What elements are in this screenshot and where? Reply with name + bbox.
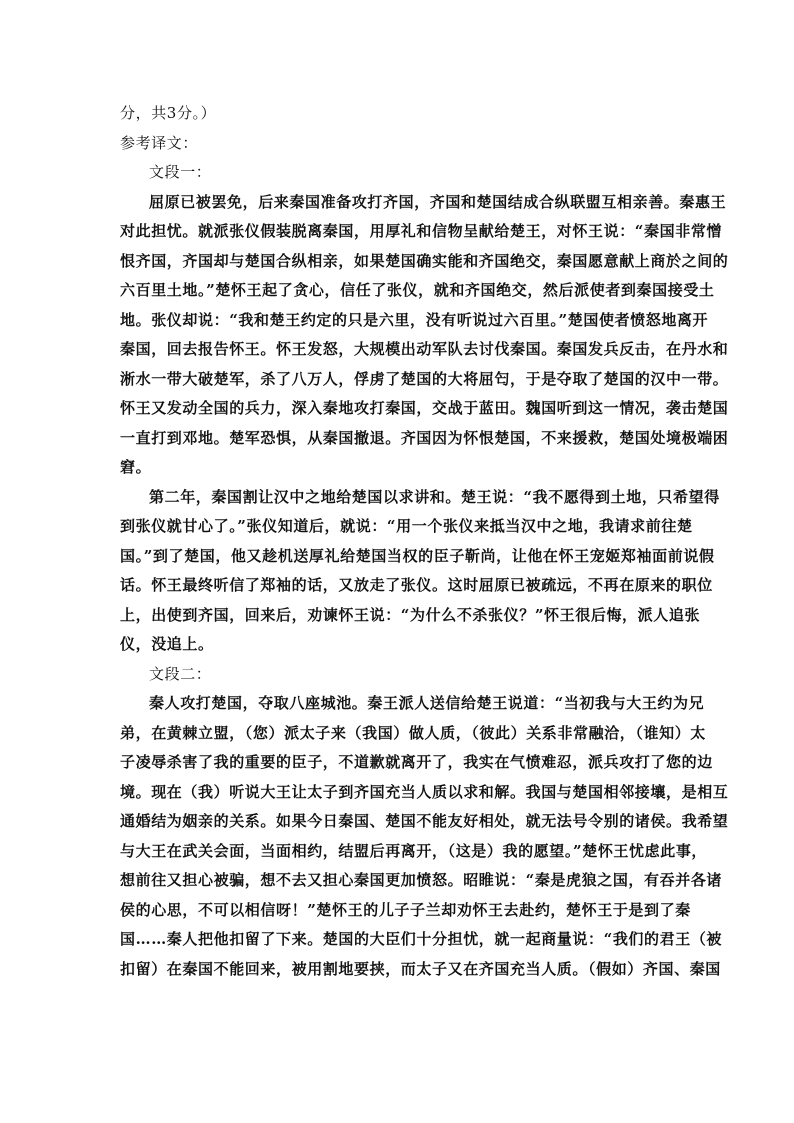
text-line: 秦人攻打楚国，夺取八座城池。秦王派人送信给楚王说道：“当初我与大王约为兄 xyxy=(149,694,705,712)
text-line: 国……秦人把他扣留了下来。楚国的大臣们十分担忧，就一起商量说：“我们的君王（被 xyxy=(120,930,723,948)
text-line: 怀王又发动全国的兵力，深入秦地攻打秦国，交战于蓝田。魏国听到这一情况，袭击楚国 xyxy=(120,399,729,417)
text-line: 六百里土地。”楚怀王起了贪心，信任了张仪，就和齐国绝交，然后派使者到秦国接受土 xyxy=(120,281,715,299)
text-line: 上，出使到齐国，回来后，劝谏怀王说：“为什么不杀张仪？”怀王很后悔，派人追张 xyxy=(120,605,701,624)
text-line: 一直打到邓地。楚军恐惧，从秦国撤退。齐国因为怀恨楚国，不来援救，楚国处境极端困 xyxy=(120,428,729,447)
translation-text xyxy=(120,99,729,984)
text-line: 参考译文： xyxy=(120,133,199,152)
text-line: 第二年，秦国割让汉中之地给楚国以求讲和。楚王说：“我不愿得到土地，只希望得 xyxy=(149,487,720,506)
text-line: 文段二： xyxy=(149,664,212,683)
text-line: 屈原已被罢免，后来秦国准备攻打齐国，齐国和楚国结成合纵联盟互相亲善。秦惠王 xyxy=(149,192,727,211)
text-line: 国。”到了楚国，他又趁机送厚礼给楚国当权的臣子靳尚，让他在怀王宠姬郑袖面前说假 xyxy=(120,546,715,565)
text-line: 侯的心思，不可以相信呀！”楚怀王的儿子子兰却劝怀王去赴约，楚怀王于是到了秦 xyxy=(120,900,691,919)
text-line: 到张仪就甘心了。”张仪知道后，就说：“用一个张仪来抵当汉中之地，我请求前往楚 xyxy=(120,517,693,535)
text-line: 通婚结为姻亲的关系。如果今日秦国、楚国不能友好相处，就无法号令别的诸侯。我希望 xyxy=(120,812,729,830)
text-line: 恨齐国，齐国却与楚国合纵相亲，如果楚国确实能和齐国绝交，秦国愿意献上商於之间的 xyxy=(120,251,729,270)
text-line: 弟，在黄棘立盟，（您）派太子来（我国）做人质，（彼此）关系非常融洽，（谁知）太 xyxy=(120,723,706,742)
text-line: 话。怀王最终听信了郑袖的话，又放走了张仪。这时屈原已被疏远，不再在原来的职位 xyxy=(120,576,713,594)
text-line: 子凌辱杀害了我的重要的臣子，不道歉就离开了，我实在气愤难忍，派兵攻打了您的边 xyxy=(120,753,713,771)
text-line: 与大王在武关会面，当面相约，结盟后再离开，（这是）我的愿望。”楚怀王忧虑此事， xyxy=(120,841,708,860)
text-line: 扣留）在秦国不能回来，被用割地要挟，而太子又在齐国充当人质。（假如）齐国、秦国 xyxy=(120,959,721,978)
text-line: 地。张仪却说：“我和楚王约定的只是六里，没有听说过六百里。”楚国使者愤怒地离开 xyxy=(120,310,709,329)
text-line: 文段一： xyxy=(149,163,212,181)
text-line: 想前往又担心被骗，想不去又担心秦国更加愤怒。昭睢说：“秦是虎狼之国，有吞并各诸 xyxy=(120,871,723,889)
text-line: 淅水一带大破楚军，杀了八万人，俘虏了楚国的大将屈匄，于是夺取了楚国的汉中一带。 xyxy=(120,369,729,388)
text-line: 境。现在（我）听说大王让太子到齐国充当人质以求和解。我国与楚国相邻接壤，是相互 xyxy=(120,782,729,801)
text-line: 秦国，回去报告怀王。怀王发怒，大规模出动军队去讨伐秦国。秦国发兵反击，在丹水和 xyxy=(120,340,729,358)
text-line: 分，共3分。） xyxy=(120,104,217,122)
text-line: 仪，没追上。 xyxy=(120,635,214,653)
text-line: 对此担忧。就派张仪假装脱离秦国，用厚礼和信物呈献给楚王，对怀王说：“秦国非常憎 xyxy=(120,222,723,240)
text-line: 窘。 xyxy=(120,458,152,476)
